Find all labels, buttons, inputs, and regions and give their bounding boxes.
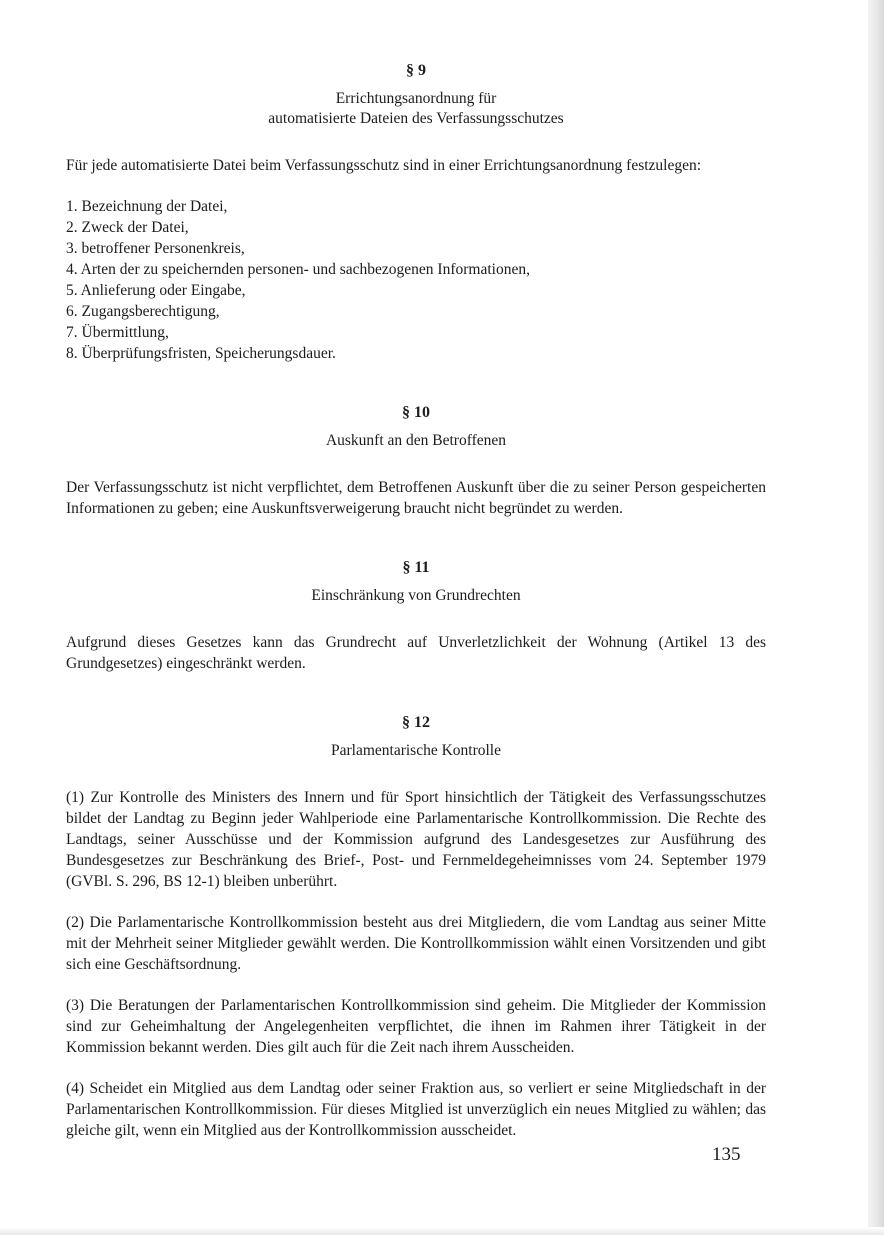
section-title: Einschränkung von Grundrechten (311, 587, 521, 604)
section-title: Auskunft an den Betroffenen (325, 432, 507, 449)
section-number: § 10 (402, 404, 430, 421)
page-number: 135 (712, 1144, 741, 1165)
section-10 (66, 402, 766, 519)
section-number: § 12 (402, 714, 430, 731)
section-paragraph: (3) Die Beratungen der Parlamentarischen Kontrollkommission sind geheim. Die Mitglieder der Kommission sind zur Geheimhaltung der Angelegenheiten verpflichtet, die ihnen im Rahmen ihrer Tätigkeit in der Kommission bekannt werden. Dies gilt auch für die Zeit nach ihrem Ausscheiden. (66, 997, 766, 1056)
section-9 (66, 60, 766, 364)
section-paragraph: (4) Scheidet ein Mitglied aus dem Landtag oder seiner Fraktion aus, so verliert er seine Mitgliedschaft in der Parlamentarischen Kontrollkommission. Für dieses Mitglied ist unverzüglich ein neues Mitglied zu wählen; das gleiche gilt, wenn ein Mitglied aus der Kontrollkommission ausscheidet. (66, 1080, 766, 1139)
section-paragraph: (2) Die Parlamentarische Kontrollkommission besteht aus drei Mitgliedern, die vom Landtag aus seiner Mitte mit der Mehrheit seiner Mitglieder gewählt werden. Die Kontrollkommission wählt einen Vorsitzenden und gibt sich eine Geschäftsordnung. (66, 914, 766, 973)
page-edge-shadow (868, 0, 884, 1235)
requirements-list (66, 196, 766, 364)
list-item: 5. Anlieferung oder Eingabe, (66, 282, 246, 299)
section-paragraph: Aufgrund dieses Gesetzes kann das Grundrecht auf Unverletzlichkeit der Wohnung (Artikel 13 des Grundgesetzes) eingeschränkt werden. (66, 634, 766, 672)
list-item: 8. Überprüfungsfristen, Speicherungsdauer. (66, 345, 336, 362)
list-item: 2. Zweck der Datei, (66, 219, 189, 236)
section-12 (66, 712, 766, 1141)
section-number: § 9 (406, 62, 426, 79)
list-item: 4. Arten der zu speichernden personen- und sachbezogenen Informationen, (66, 261, 530, 278)
section-title (66, 89, 766, 129)
list-item: 7. Übermittlung, (66, 324, 169, 341)
page-bottom-shadow (0, 1227, 884, 1235)
list-item: 1. Bezeichnung der Datei, (66, 198, 228, 215)
document-body (66, 60, 766, 1141)
section-title-line: automatisierte Dateien des Verfassungsschutzes (268, 110, 564, 127)
section-title-line: Errichtungsanordnung für (335, 90, 497, 107)
section-number: § 11 (402, 559, 430, 576)
section-intro: Für jede automatisierte Datei beim Verfassungsschutz sind in einer Errichtungsanordnung festzulegen: (66, 157, 702, 174)
list-item: 3. betroffener Personenkreis, (66, 240, 245, 257)
section-paragraph: (1) Zur Kontrolle des Ministers des Innern und für Sport hinsichtlich der Tätigkeit des Verfassungsschutzes bildet der Landtag zu Beginn jeder Wahlperiode eine Parlamentarische Kontrollkommission. Die Rechte des Landtags, seiner Ausschüsse und der Kommission aufgrund des Landesgesetzes zur Ausführung des Bundesgesetzes zur Beschränkung des Brief-, Post- und Fernmeldegeheimnisses vom 24. September 1979 (GVBl. S. 296, BS 12-1) bleiben unberührt. (66, 789, 766, 890)
list-item: 6. Zugangsberechtigung, (66, 303, 220, 320)
section-paragraph: Der Verfassungsschutz ist nicht verpflichtet, dem Betroffenen Auskunft über die zu seiner Person gespeicherten Informationen zu geben; eine Auskunftsverweigerung braucht nicht begründet zu werden. (66, 479, 766, 517)
section-11 (66, 557, 766, 674)
section-title: Parlamentarische Kontrolle (330, 742, 501, 759)
